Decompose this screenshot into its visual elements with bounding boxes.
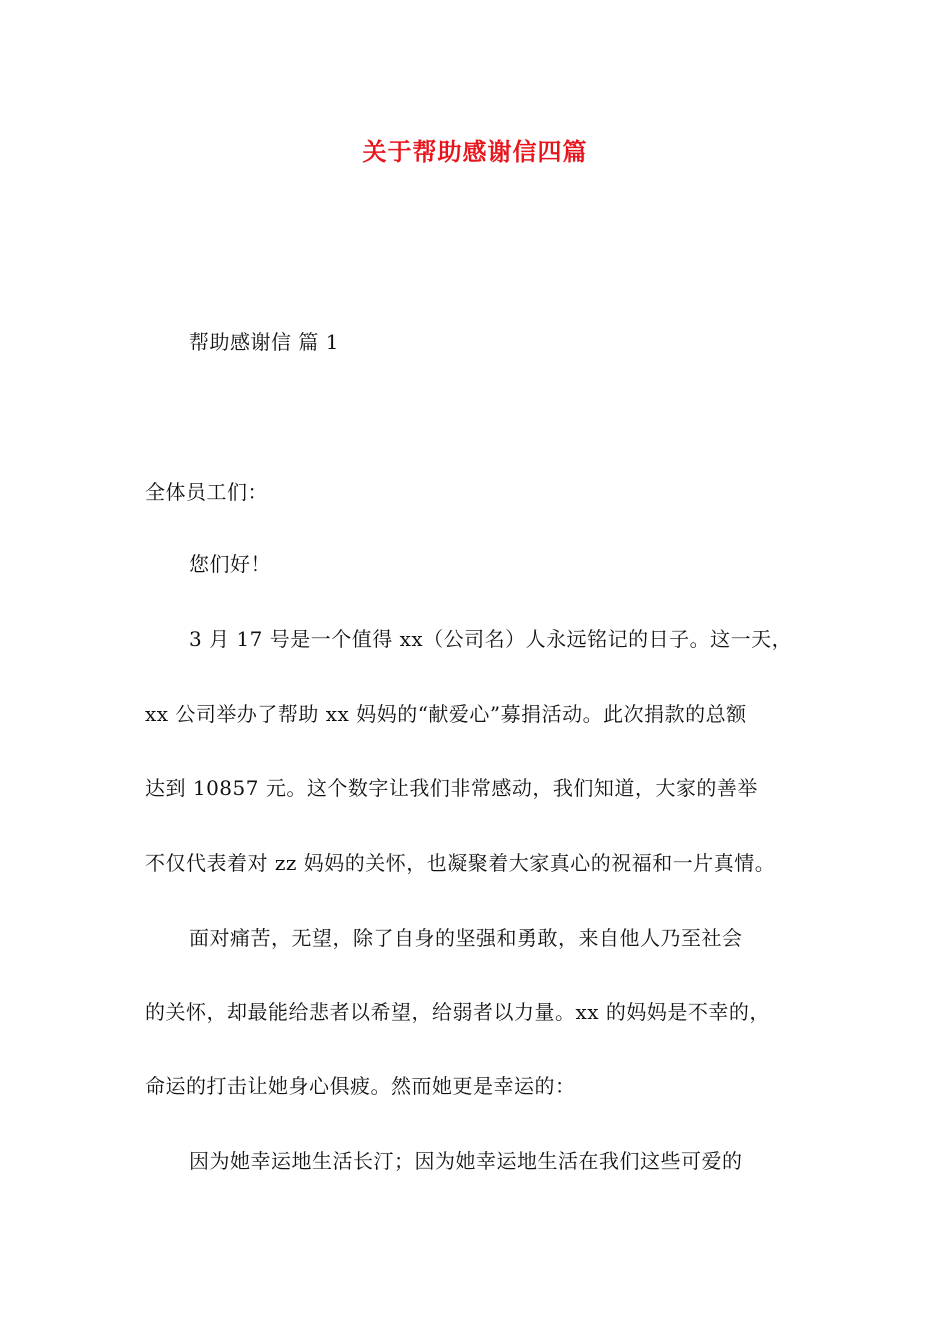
paragraph-3-line-1: 因为她幸运地生活长汀；因为她幸运地生活在我们这些可爱的 xyxy=(189,1149,743,1173)
paragraph-1-line-2: xx 公司举办了帮助 xx 妈妈的“献爱心”募捐活动。此次捐款的总额 xyxy=(145,702,747,726)
salutation: 全体员工们： xyxy=(145,480,268,504)
paragraph-1-line-3: 达到 10857 元。这个数字让我们非常感动，我们知道，大家的善举 xyxy=(145,776,758,800)
section-heading: 帮助感谢信 篇 1 xyxy=(189,330,339,354)
paragraph-1-line-4: 不仅代表着对 zz 妈妈的关怀，也凝聚着大家真心的祝福和一片真情。 xyxy=(145,851,776,875)
paragraph-1-line-1: 3 月 17 号是一个值得 xx（公司名）人永远铭记的日子。这一天， xyxy=(189,627,793,651)
paragraph-2-line-3: 命运的打击让她身心俱疲。然而她更是幸运的： xyxy=(145,1074,576,1098)
document-title: 关于帮助感谢信四篇 xyxy=(362,137,588,166)
greeting: 您们好！ xyxy=(189,552,271,576)
paragraph-2-line-1: 面对痛苦，无望，除了自身的坚强和勇敢，来自他人乃至社会 xyxy=(189,926,743,950)
paragraph-2-line-2: 的关怀，却最能给悲者以希望，给弱者以力量。xx 的妈妈是不幸的， xyxy=(145,1000,770,1024)
